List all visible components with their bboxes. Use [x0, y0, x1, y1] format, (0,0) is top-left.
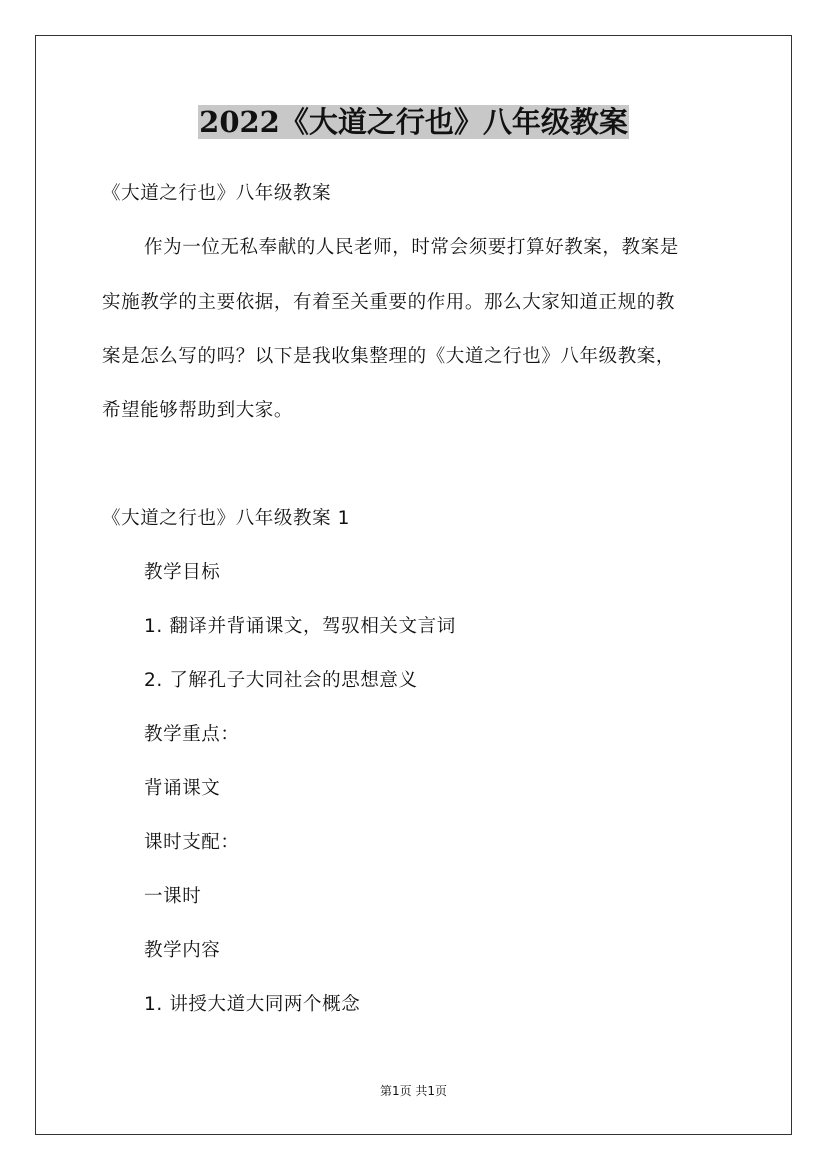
body-line-4: 教学重点：: [144, 724, 240, 745]
body-line-2: 1. 翻译并背诵课文，驾驭相关文言词: [144, 616, 456, 637]
body-line-8: 教学内容: [144, 940, 221, 961]
document-title-text: 2022《大道之行也》八年级教案: [199, 105, 628, 139]
body-line-5: 背诵课文: [144, 778, 221, 799]
body-line-7: 一课时: [144, 886, 202, 907]
section-heading: 《大道之行也》八年级教案 1: [102, 508, 351, 529]
intro-line-3: 案是怎么写的吗？以下是我收集整理的《大道之行也》八年级教案，: [102, 346, 676, 367]
document-title: [0, 100, 827, 144]
body-line-9: 1. 讲授大道大同两个概念: [144, 994, 361, 1015]
page-footer: 第1页 共1页: [379, 1084, 448, 1098]
document-subtitle: 《大道之行也》八年级教案: [102, 183, 332, 204]
body-line-1: 教学目标: [144, 562, 221, 583]
body-line-3: 2. 了解孔子大同社会的思想意义: [144, 670, 418, 691]
intro-line-1: 作为一位无私奉献的人民老师，时常会须要打算好教案，教案是: [144, 237, 679, 258]
intro-line-4: 希望能够帮助到大家。: [102, 400, 294, 421]
intro-line-2: 实施教学的主要依据，有着至关重要的作用。那么大家知道正规的教: [102, 292, 676, 313]
body-line-6: 课时支配：: [144, 832, 240, 853]
